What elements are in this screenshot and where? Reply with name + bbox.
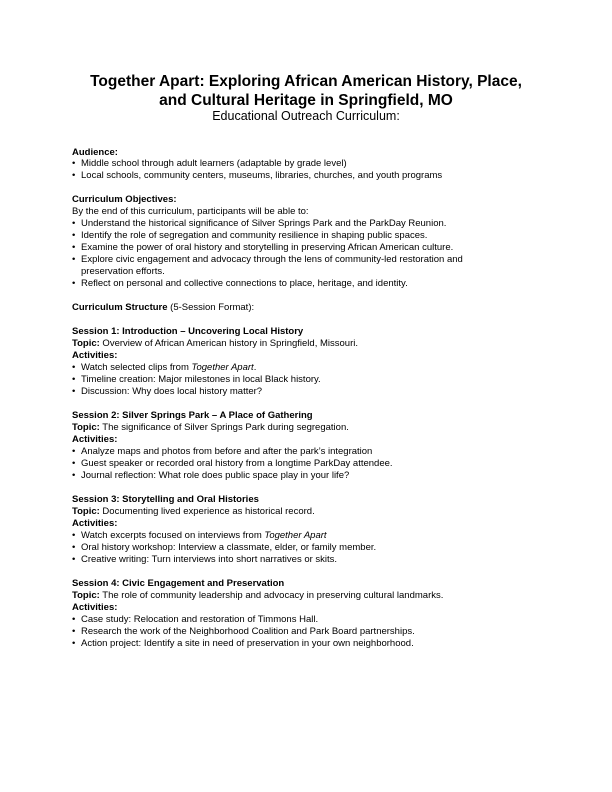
activities-label: Activities: — [72, 602, 118, 613]
objectives-intro: By the end of this curriculum, participants will be able to: — [72, 206, 309, 217]
document-subtitle: Educational Outreach Curriculum: — [212, 109, 400, 123]
objectives-heading: Curriculum Objectives: — [72, 194, 177, 205]
bullet-mark: • — [72, 542, 76, 553]
activity-item-text: Research the work of the Neighborhood Coalition and Park Board partnerships. — [81, 626, 415, 637]
structure-heading: Curriculum Structure — [72, 302, 168, 313]
activities-label: Activities: — [72, 518, 118, 529]
bullet-mark: • — [72, 446, 76, 457]
bullet-mark: • — [72, 242, 76, 253]
audience-item-text: Local schools, community centers, museums, libraries, churches, and youth programs — [81, 170, 443, 181]
session-topic — [72, 590, 443, 602]
session-title: Session 4: Civic Engagement and Preservation — [72, 578, 285, 589]
activity-item-text: Case study: Relocation and restoration of Timmons Hall. — [81, 614, 319, 625]
objective-item-continuation: preservation efforts. — [81, 266, 165, 277]
bullet-mark: • — [72, 386, 76, 397]
objective-item-text: Understand the historical significance of Silver Springs Park and the ParkDay Reunion. — [81, 218, 447, 229]
bullet-mark: • — [72, 458, 76, 469]
structure-format: (5-Session Format): — [167, 302, 255, 313]
session-topic-text: The role of community leadership and advocacy in preserving cultural landmarks. — [99, 590, 444, 601]
activity-item-text: Watch selected clips from Together Apart. — [81, 362, 257, 373]
bullet-mark: • — [72, 626, 76, 637]
activity-item-text: Discussion: Why does local history matter? — [81, 386, 263, 397]
activity-item-text: Guest speaker or recorded oral history from a longtime ParkDay attendee. — [81, 458, 393, 469]
bullet-mark: • — [72, 362, 76, 373]
activity-item-text: Oral history workshop: Interview a classmate, elder, or family member. — [81, 542, 377, 553]
activity-item-text: Journal reflection: What role does public space play in your life? — [81, 470, 350, 481]
session-topic-text: Overview of African American history in Springfield, Missouri. — [99, 338, 358, 349]
bullet-mark: • — [72, 554, 76, 565]
activities-label: Activities: — [72, 350, 118, 361]
bullet-mark: • — [72, 230, 76, 241]
activity-item-text: Watch excerpts focused on interviews from Together Apart — [81, 530, 327, 541]
bullet-mark: • — [72, 218, 76, 229]
bullet-mark: • — [72, 374, 76, 385]
activity-item-text: Creative writing: Turn interviews into short narratives or skits. — [81, 554, 338, 565]
objective-item-text: Identify the role of segregation and community resilience in shaping public spaces. — [81, 230, 428, 241]
film-title: Together Apart — [191, 362, 254, 373]
film-title: Together Apart — [264, 530, 327, 541]
bullet-mark: • — [72, 470, 76, 481]
bullet-mark: • — [72, 638, 76, 649]
session-topic — [72, 338, 358, 350]
objective-item-text: Reflect on personal and collective connections to place, heritage, and identity. — [81, 278, 408, 289]
topic-label: Topic: — [72, 338, 100, 349]
bullet-mark: • — [72, 254, 76, 265]
bullet-mark: • — [72, 530, 76, 541]
activity-item-text: Action project: Identify a site in need of preservation in your own neighborhood. — [81, 638, 414, 649]
bullet-mark: • — [72, 278, 76, 289]
structure-line — [72, 302, 254, 314]
bullet-mark: • — [72, 158, 76, 169]
audience-item-text: Middle school through adult learners (adaptable by grade level) — [81, 158, 347, 169]
session-topic — [72, 422, 349, 434]
document-title-line-2: and Cultural Heritage in Springfield, MO — [159, 92, 453, 109]
activity-item-text: Timeline creation: Major milestones in local Black history. — [81, 374, 321, 385]
session-title: Session 2: Silver Springs Park – A Place of Gathering — [72, 410, 313, 421]
topic-label: Topic: — [72, 422, 100, 433]
session-topic-text: Documenting lived experience as historical record. — [99, 506, 315, 517]
objective-item-text: Explore civic engagement and advocacy through the lens of community-led restoration and — [81, 254, 463, 265]
audience-heading: Audience: — [72, 147, 118, 158]
activities-label: Activities: — [72, 434, 118, 445]
bullet-mark: • — [72, 170, 76, 181]
topic-label: Topic: — [72, 506, 100, 517]
topic-label: Topic: — [72, 590, 100, 601]
activity-item-text: Analyze maps and photos from before and after the park’s integration — [81, 446, 373, 457]
session-title: Session 3: Storytelling and Oral Histories — [72, 494, 259, 505]
objective-item-text: Examine the power of oral history and storytelling in preserving African American culture. — [81, 242, 454, 253]
session-topic — [72, 506, 315, 518]
bullet-mark: • — [72, 614, 76, 625]
session-topic-text: The significance of Silver Springs Park during segregation. — [99, 422, 349, 433]
session-title: Session 1: Introduction – Uncovering Local History — [72, 326, 304, 337]
document-title-line-1: Together Apart: Exploring African American History, Place, — [90, 73, 522, 90]
